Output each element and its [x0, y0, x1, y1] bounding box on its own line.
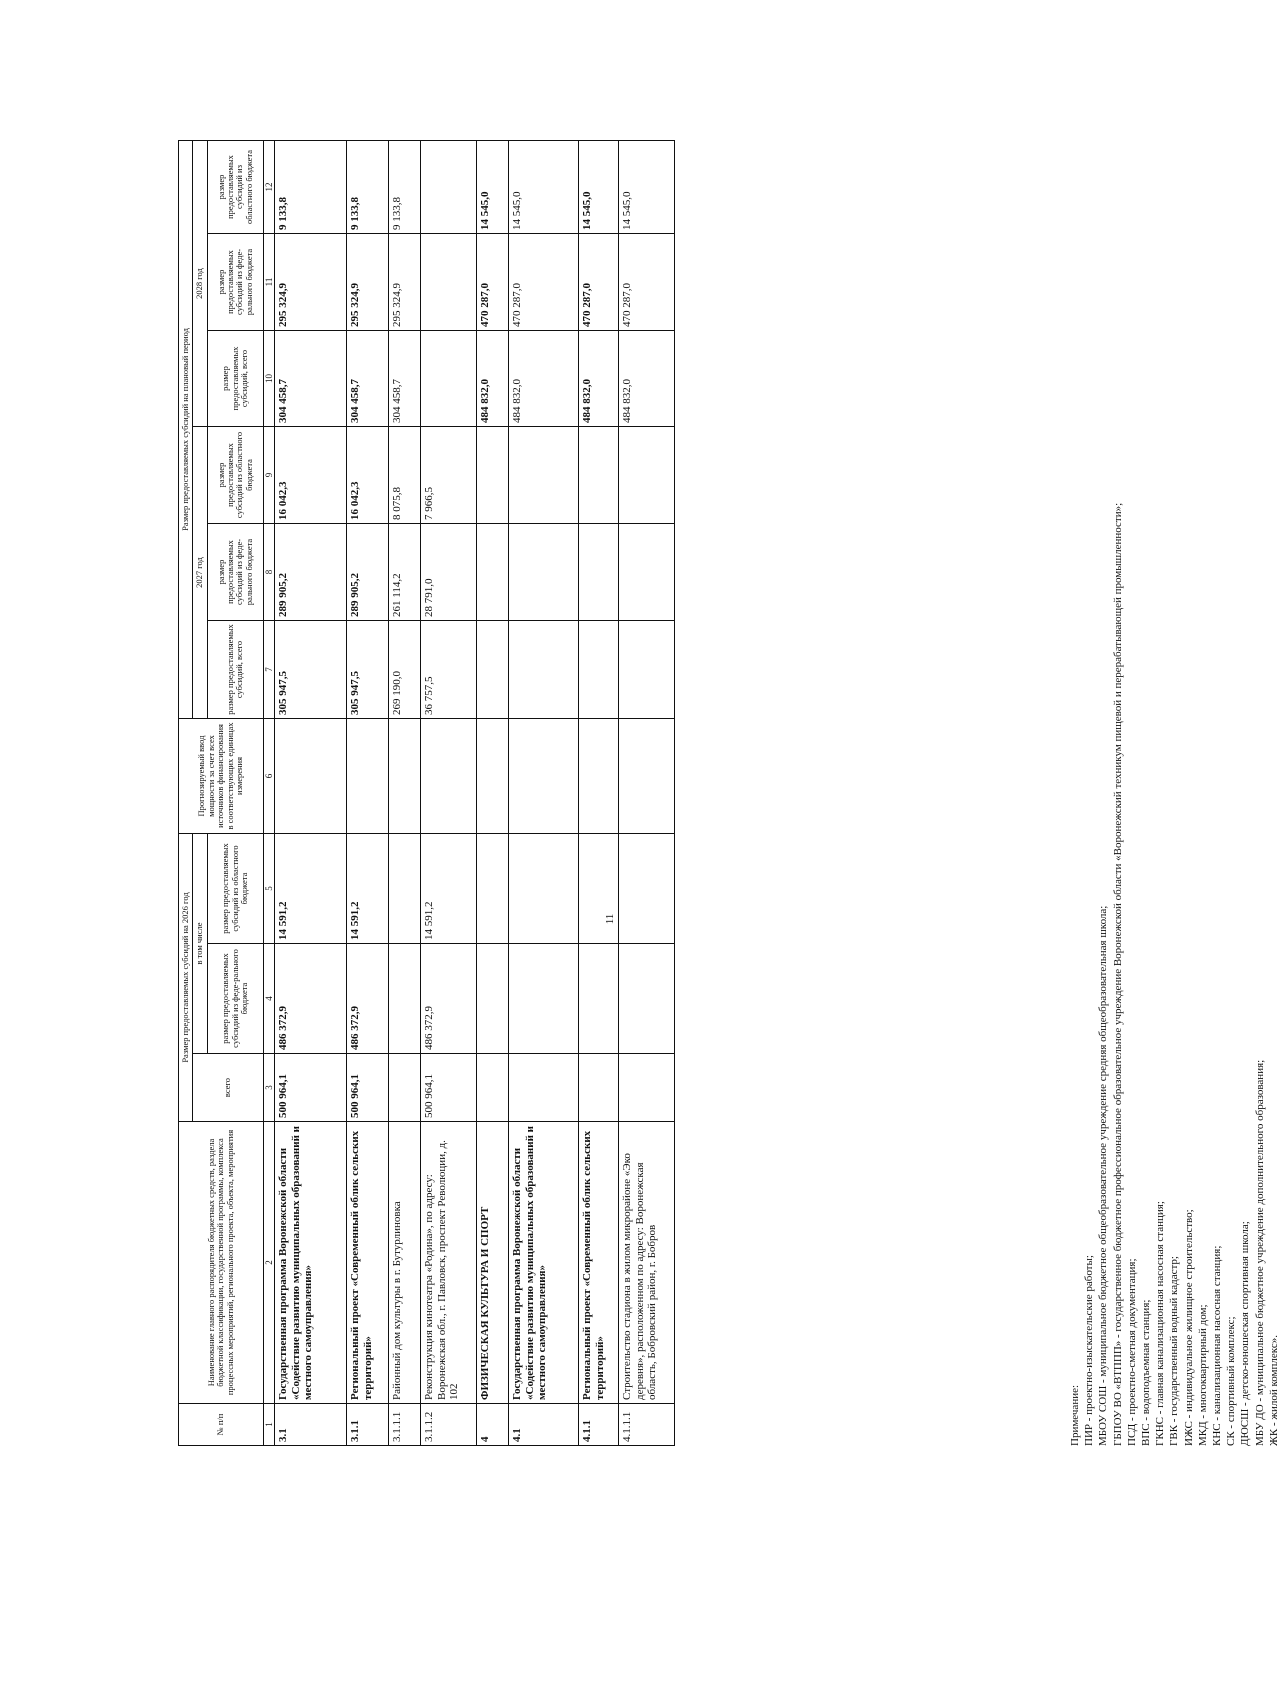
cell-reg-2028: 14 545,0 [619, 140, 675, 233]
cell-reg-2028: 14 545,0 [509, 140, 579, 233]
header-including: в том числе [193, 833, 207, 1053]
cell-reg-2028: 9 133,8 [275, 140, 347, 233]
note-line: МБУ ДО - муниципальное бюджетное учреждение дополнительного образования; [1253, 1059, 1266, 1446]
header-fed-2027: размер предоставляемых субсидий из феде-рального бюджета [207, 523, 263, 620]
note-line: СК - спортивный комплекс; [1225, 1316, 1238, 1446]
cell-fed-2027: 289 905,2 [347, 523, 389, 620]
cell-reg-2027: 16 042,3 [275, 426, 347, 523]
table-row [619, 140, 675, 1445]
header-total-2028: размер предоставляемых субсидий, всего [207, 330, 263, 426]
cell-total-2027: 36 757,5 [421, 620, 477, 718]
cell-fed-2026 [579, 944, 619, 1054]
row-name: ФИЗИЧЕСКАЯ КУЛЬТУРА И СПОРТ [477, 1122, 509, 1404]
cell-total-2026: 500 964,1 [347, 1054, 389, 1122]
row-num: 4.1.1.1 [619, 1404, 675, 1446]
cell-total-2026: 500 964,1 [421, 1054, 477, 1122]
note-line: ДЮСШ - детско-юношеская спортивная школа; [1239, 1221, 1252, 1446]
column-number: 3 [263, 1054, 274, 1122]
header-fed-2028: размер предоставляемых субсидий из феде-рального бюджета [207, 233, 263, 330]
cell-reg-2027: 16 042,3 [347, 426, 389, 523]
column-number: 5 [263, 833, 274, 943]
table-row [275, 140, 347, 1445]
cell-capacity [477, 718, 509, 833]
cell-reg-2028: 9 133,8 [347, 140, 389, 233]
cell-fed-2027: 28 791,0 [421, 523, 477, 620]
cell-reg-2026 [509, 833, 579, 943]
header-reg-2026: размер предоставляемых субсидий из областного бюджета [207, 833, 263, 943]
cell-reg-2028: 14 545,0 [477, 140, 509, 233]
cell-fed-2026: 486 372,9 [275, 944, 347, 1054]
table-row [347, 140, 389, 1445]
row-name: Реконструкция кинотеатра «Родина», по адресу: Воронежская обл., г. Павловск, проспект Революции, д. 102 [421, 1122, 477, 1404]
note-line: ВПС - водоподъемная станция; [1140, 1299, 1153, 1446]
column-number: 7 [263, 620, 274, 718]
cell-reg-2026: 14 591,2 [421, 833, 477, 943]
cell-capacity [421, 718, 477, 833]
cell-reg-2028: 14 545,0 [579, 140, 619, 233]
cell-total-2028: 304 458,7 [275, 330, 347, 426]
cell-reg-2028: 9 133,8 [389, 140, 421, 233]
cell-total-2026 [389, 1054, 421, 1122]
table-row [579, 140, 619, 1445]
header-num: № п/п [179, 1404, 264, 1446]
row-name: Государственная программа Воронежской области «Содействие развитию муниципальных образований и местного самоуправления» [509, 1122, 579, 1404]
row-name: Региональный проект «Современный облик сельских территорий» [347, 1122, 389, 1404]
row-num: 3.1.1 [347, 1404, 389, 1446]
cell-capacity [347, 718, 389, 833]
cell-fed-2027: 289 905,2 [275, 523, 347, 620]
header-reg-2028: размер предоставляемых субсидий из областного бюджета [207, 140, 263, 233]
table-row [477, 140, 509, 1445]
cell-fed-2028: 295 324,9 [347, 233, 389, 330]
column-number: 9 [263, 426, 274, 523]
cell-total-2027: 305 947,5 [347, 620, 389, 718]
header-2026: Размер предоставляемых субсидий на 2026 год [179, 833, 193, 1121]
column-number: 12 [263, 140, 274, 233]
cell-reg-2026 [477, 833, 509, 943]
row-num: 4 [477, 1404, 509, 1446]
column-number: 6 [263, 718, 274, 833]
notes-title: Примечание: [1069, 1384, 1081, 1446]
note-line: ЖК - жилой комплекс». [1267, 1335, 1280, 1446]
cell-reg-2027 [509, 426, 579, 523]
cell-reg-2027: 7 966,5 [421, 426, 477, 523]
cell-fed-2028: 470 287,0 [619, 233, 675, 330]
column-number: 10 [263, 330, 274, 426]
table-row [389, 140, 421, 1445]
cell-fed-2026: 486 372,9 [347, 944, 389, 1054]
cell-capacity [275, 718, 347, 833]
cell-total-2028: 304 458,7 [389, 330, 421, 426]
note-line: ПИР - проектно-изыскательские работы; [1083, 1255, 1096, 1446]
cell-total-2028: 484 832,0 [619, 330, 675, 426]
row-num: 3.1.1.1 [389, 1404, 421, 1446]
cell-reg-2027: 8 075,8 [389, 426, 421, 523]
page-number: 11 [604, 913, 616, 925]
row-name: Районный дом культуры в г. Бутурлиновка [389, 1122, 421, 1404]
cell-total-2028: 484 832,0 [477, 330, 509, 426]
cell-reg-2026: 14 591,2 [347, 833, 389, 943]
note-line: ГБПОУ ВО «ВТППП» - государственное бюджетное профессиональное образовательное учреждение Воронежской области «Воронежский техникум пищевой и перерабатывающей промышленности»; [1111, 502, 1124, 1446]
cell-fed-2027 [509, 523, 579, 620]
header-total-2027: размер предоставляемых субсидий, всего [207, 620, 263, 718]
row-name: Строительство стадиона в жилом микрорайоне «Эко деревня», расположенном по адресу: Воронежская область, Бобровский район, г. Бобров [619, 1122, 675, 1404]
rotated-page-content [178, 6, 1280, 1446]
column-number: 1 [263, 1404, 274, 1446]
cell-reg-2026 [389, 833, 421, 943]
header-2027: 2027 год [193, 426, 207, 718]
cell-capacity [389, 718, 421, 833]
cell-fed-2028: 295 324,9 [275, 233, 347, 330]
column-number: 2 [263, 1122, 274, 1404]
cell-total-2026 [619, 1054, 675, 1122]
cell-total-2026 [477, 1054, 509, 1122]
table-row [421, 140, 477, 1445]
cell-fed-2028: 295 324,9 [389, 233, 421, 330]
note-line: ИЖС - индивидуальное жилищное строительство; [1182, 1209, 1195, 1446]
note-line: ПСД - проектно-сметная документация; [1125, 1258, 1138, 1446]
cell-reg-2027 [477, 426, 509, 523]
header-reg-2027: размер предоставляемых субсидий из областного бюджета [207, 426, 263, 523]
cell-total-2027: 305 947,5 [275, 620, 347, 718]
row-num: 3.1.1.2 [421, 1404, 477, 1446]
row-num: 4.1 [509, 1404, 579, 1446]
table-row [509, 140, 579, 1445]
note-line: ГВК - государственный водный кадастр; [1168, 1256, 1181, 1446]
cell-fed-2026 [619, 944, 675, 1054]
cell-fed-2026 [477, 944, 509, 1054]
cell-fed-2028: 470 287,0 [477, 233, 509, 330]
row-num: 3.1 [275, 1404, 347, 1446]
cell-total-2027: 269 190,0 [389, 620, 421, 718]
cell-fed-2027 [579, 523, 619, 620]
row-name: Региональный проект «Современный облик сельских территорий» [579, 1122, 619, 1404]
header-total: всего [193, 1054, 263, 1122]
cell-total-2026: 500 964,1 [275, 1054, 347, 1122]
cell-fed-2027 [477, 523, 509, 620]
header-2028: 2028 год [193, 140, 207, 426]
cell-fed-2026: 486 372,9 [421, 944, 477, 1054]
cell-total-2028: 304 458,7 [347, 330, 389, 426]
cell-reg-2026 [579, 833, 619, 943]
cell-reg-2028 [421, 140, 477, 233]
header-capacity: Прогнозируемый ввод мощности за счет всех источников финансирования в соответствующих единицах измерения [179, 718, 264, 833]
row-name: Государственная программа Воронежской области «Содействие развитию муниципальных образований и местного самоуправления» [275, 1122, 347, 1404]
cell-reg-2026 [619, 833, 675, 943]
note-line: ГКНС - главная канализационная насосная станция; [1154, 1201, 1167, 1446]
cell-capacity [579, 718, 619, 833]
subsidies-table [178, 140, 675, 1446]
note-line: КНС - канализационная насосная станция; [1211, 1245, 1224, 1446]
column-numbers-row [263, 140, 274, 1445]
column-number: 4 [263, 944, 274, 1054]
cell-total-2026 [509, 1054, 579, 1122]
cell-total-2027 [477, 620, 509, 718]
notes-block [1068, 146, 1281, 1446]
header-plan: Размер предоставляемых субсидий на плановый период [179, 140, 193, 718]
cell-fed-2026 [389, 944, 421, 1054]
cell-total-2026 [579, 1054, 619, 1122]
cell-reg-2027 [579, 426, 619, 523]
note-line: МКД - многоквартирный дом; [1196, 1304, 1209, 1446]
cell-total-2027 [619, 620, 675, 718]
cell-total-2027 [579, 620, 619, 718]
column-number: 11 [263, 233, 274, 330]
cell-total-2028: 484 832,0 [579, 330, 619, 426]
cell-capacity [509, 718, 579, 833]
cell-total-2028: 484 832,0 [509, 330, 579, 426]
cell-reg-2026: 14 591,2 [275, 833, 347, 943]
header-name: Наименование главного распорядителя бюджетных средств, раздела бюджетной классификации, государственной программы, комплекса процессных мероприятий, регионального проекта, объекта, мероприятия [179, 1122, 264, 1404]
cell-fed-2027 [619, 523, 675, 620]
cell-total-2027 [509, 620, 579, 718]
cell-reg-2027 [619, 426, 675, 523]
cell-fed-2028 [421, 233, 477, 330]
cell-capacity [619, 718, 675, 833]
row-num: 4.1.1 [579, 1404, 619, 1446]
cell-fed-2028: 470 287,0 [579, 233, 619, 330]
column-number: 8 [263, 523, 274, 620]
cell-fed-2027: 261 114,2 [389, 523, 421, 620]
cell-fed-2026 [509, 944, 579, 1054]
note-line: МБОУ СОШ - муниципальное бюджетное общеобразовательное учреждение средняя общеобразовательная школа; [1097, 905, 1110, 1446]
cell-fed-2028: 470 287,0 [509, 233, 579, 330]
header-fed-2026: размер предоставляемых субсидий из феде-рального бюджета [207, 944, 263, 1054]
cell-total-2028 [421, 330, 477, 426]
